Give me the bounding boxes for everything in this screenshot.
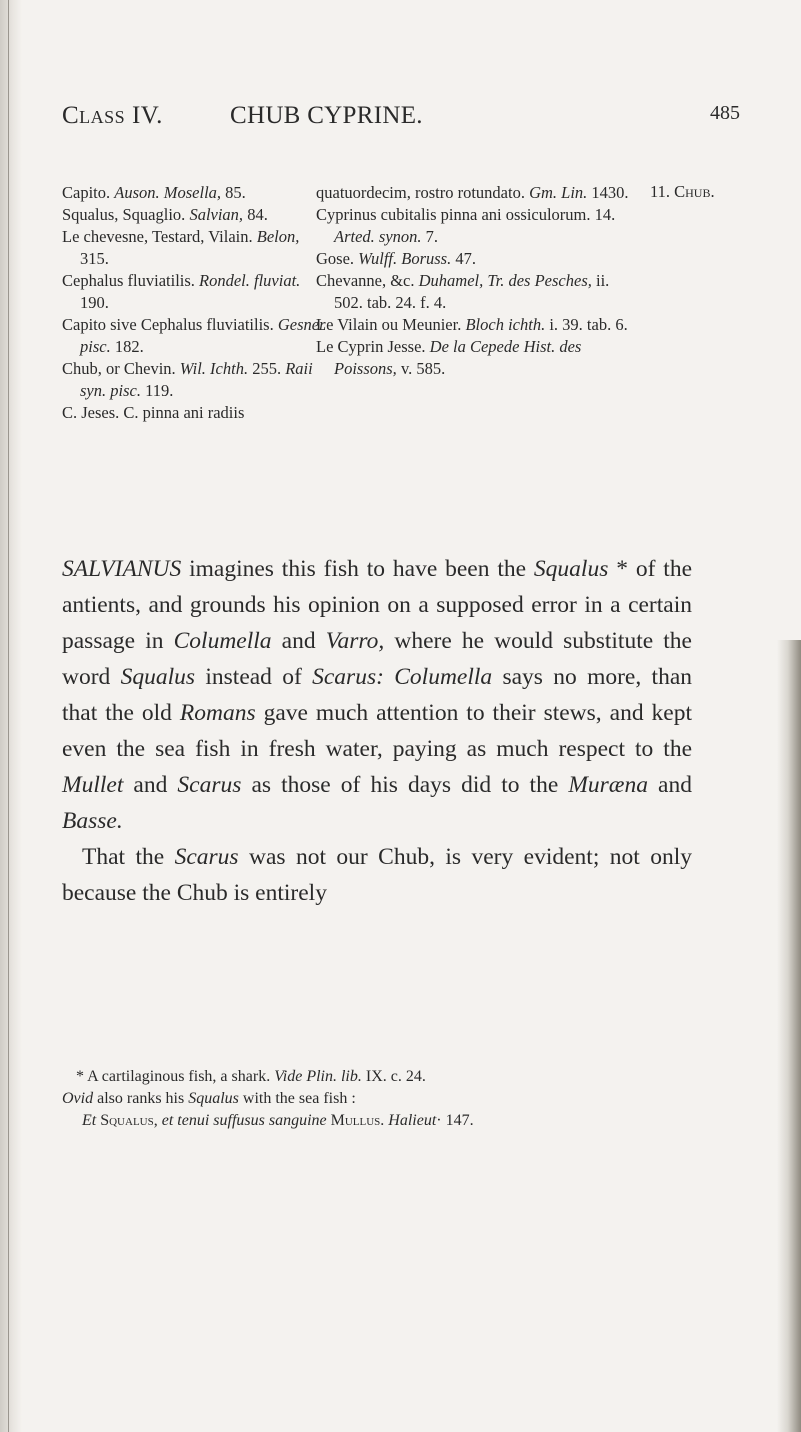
synonym-entry: Le Vilain ou Meunier. Bloch ichth. i. 39. tab. 6. (316, 315, 628, 334)
binding-gutter-line (8, 0, 9, 1432)
synonym-entry: Capito. Auson. Mosella, 85. (62, 183, 246, 202)
footnote-line: * A cartilaginous fish, a shark. Vide Plin. lib. IX. c. 24. (76, 1068, 426, 1085)
page-number: 485 (710, 102, 740, 124)
main-text (62, 551, 692, 911)
synonym-entry: Le Cyprin Jesse. De la Cepede Hist. des Poissons, v. 585. (316, 337, 582, 378)
synonym-entry: Chevanne, &c. Duhamel, Tr. des Pesches, ii. 502. tab. 24. f. 4. (316, 271, 610, 312)
page-edge-shadow (777, 640, 801, 1432)
synonym-entry: Squalus, Squaglio. Salvian, 84. (62, 205, 268, 224)
synonym-entry: C. Jeses. C. pinna ani radiis (62, 403, 245, 422)
page-header (0, 80, 801, 129)
synonym-entry: Le chevesne, Testard, Vilain. Belon, 315. (62, 227, 300, 268)
margin-note: 11. Chub. (650, 182, 715, 201)
page-title: CHUB CYPRINE. (230, 102, 423, 129)
body-paragraph: SALVIANUS imagines this fish to have been the Squalus * of the antients, and grounds his opinion on a supposed error in a certain passage in Columella and Varro, where he would substitute the word Squalus instead of Scarus: Columella says no more, than that the old Romans gave much attention to their stews, and kept even the sea fish in fresh water, paying as much respect to the Mullet and Scarus as those of his days did to the Muræna and Basse. (62, 556, 692, 834)
synonym-entry: Cephalus fluviatilis. Rondel. fluviat. 190. (62, 271, 301, 312)
synonym-entry: Cyprinus cubitalis pinna ani ossiculorum. 14. Arted. synon. 7. (316, 205, 616, 246)
footnote-verse: Et Squalus, et tenui suffusus sanguine Mullus. Halieut· 147. (82, 1112, 474, 1129)
synonyms-middle-column (316, 182, 636, 380)
footnote (62, 1066, 702, 1132)
footnote-line: Ovid also ranks his Squalus with the sea fish : (62, 1090, 356, 1107)
synonym-entry: quatuordecim, rostro rotundato. Gm. Lin. 1430. (316, 183, 629, 202)
book-binding-shadow (0, 0, 22, 1432)
synonym-entry: Capito sive Cephalus fluviatilis. Gesner pisc. 182. (62, 315, 326, 356)
synonym-entry: Gose. Wulff. Boruss. 47. (316, 249, 476, 268)
class-label: Class IV. (62, 102, 163, 129)
synonym-entry: Chub, or Chevin. Wil. Ichth. 255. Raii syn. pisc. 119. (62, 359, 313, 400)
synonyms-left-column (62, 182, 327, 424)
body-paragraph: That the Scarus was not our Chub, is very evident; not only because the Chub is entirely (62, 844, 692, 906)
